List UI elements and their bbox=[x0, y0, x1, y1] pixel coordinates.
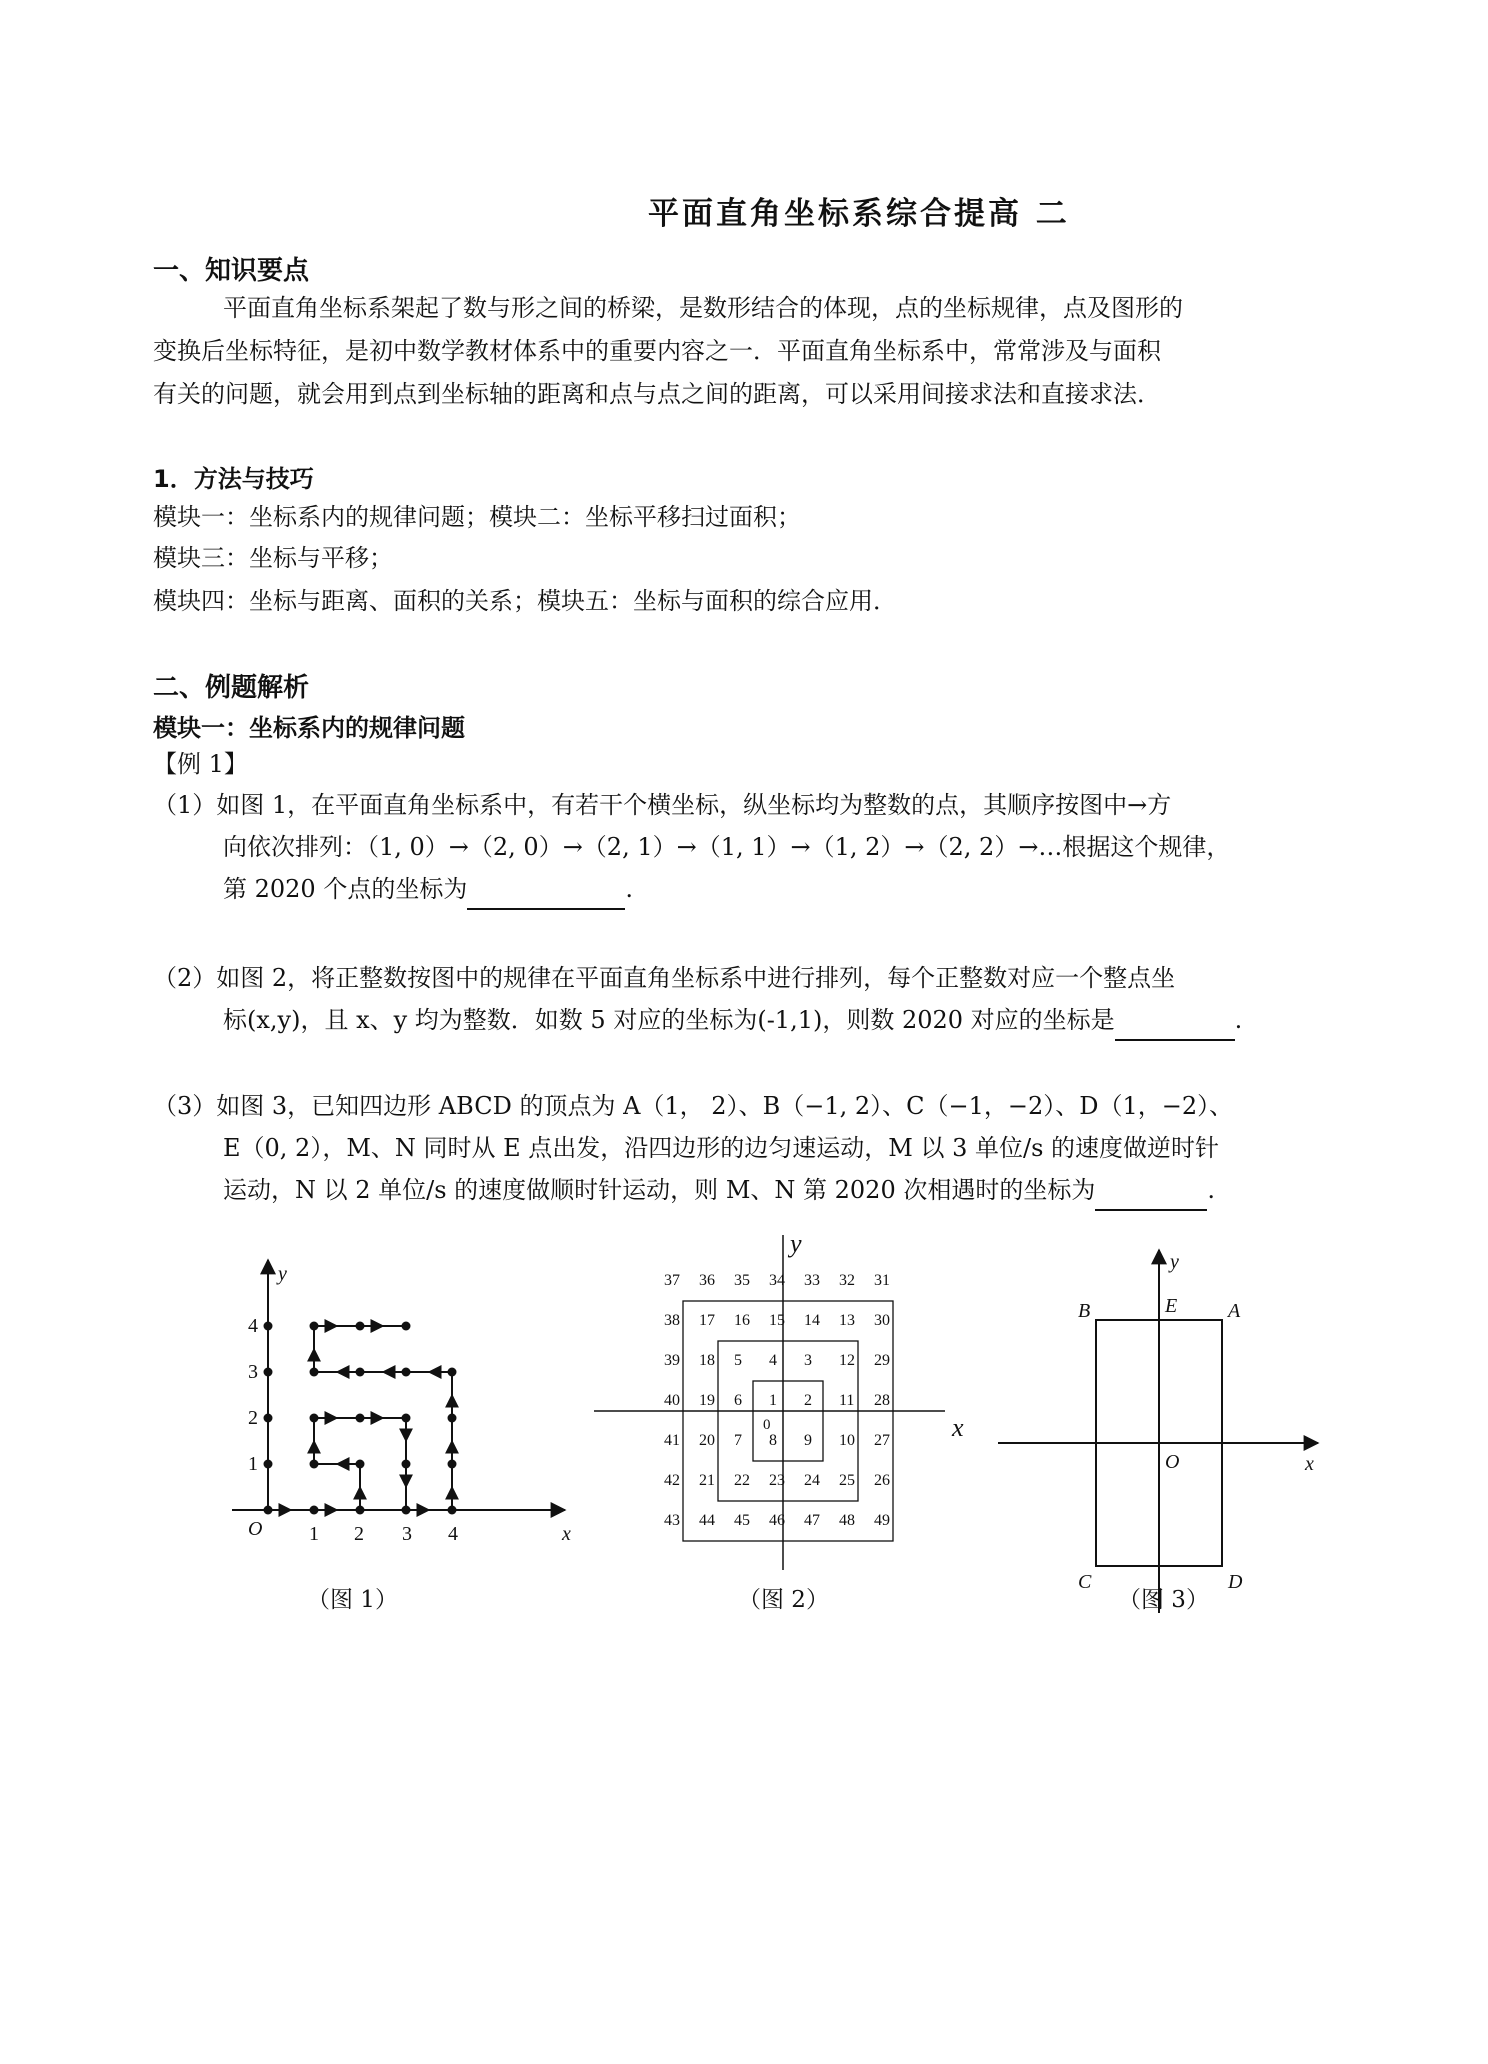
fig2-number: 33 bbox=[804, 1272, 820, 1289]
figure-2 bbox=[594, 1229, 964, 1570]
fig2-caption: （图 2） bbox=[738, 1587, 829, 1613]
fig1-xtick-2: 2 bbox=[354, 1523, 364, 1545]
fig2-number: 26 bbox=[874, 1472, 890, 1489]
fig1-lattice-point bbox=[448, 1506, 457, 1515]
fig2-number: 39 bbox=[664, 1352, 680, 1369]
fig2-number: 3 bbox=[804, 1352, 812, 1369]
fig1-lattice-point bbox=[448, 1460, 457, 1469]
fig1-ytick-3: 3 bbox=[248, 1361, 258, 1383]
fig1-ytick-4: 4 bbox=[248, 1315, 258, 1337]
fig2-number: 37 bbox=[664, 1272, 680, 1289]
fig2-number: 42 bbox=[664, 1472, 680, 1489]
fig1-lattice-point bbox=[264, 1506, 273, 1515]
fig2-number: 5 bbox=[734, 1352, 742, 1369]
fig2-number: 48 bbox=[839, 1512, 855, 1529]
fig2-number: 41 bbox=[664, 1432, 680, 1449]
intro-line-1: 平面直角坐标系架起了数与形之间的桥梁，是数形结合的体现，点的坐标规律，点及图形的 bbox=[223, 294, 1183, 322]
fig2-x-label: x bbox=[952, 1413, 964, 1442]
fig2-number: 45 bbox=[734, 1512, 750, 1529]
q1-line-1: （1）如图 1，在平面直角坐标系中，有若干个横坐标，纵坐标均为整数的点，其顺序按图中→方 bbox=[153, 791, 1172, 819]
fig2-number: 15 bbox=[769, 1312, 785, 1329]
q2-line-1: （2）如图 2，将正整数按图中的规律在平面直角坐标系中进行排列，每个正整数对应一个整点坐 bbox=[153, 964, 1176, 992]
fig2-number: 49 bbox=[874, 1512, 890, 1529]
fig3-x-label: x bbox=[1305, 1453, 1314, 1475]
module-line-1: 模块一：坐标系内的规律问题；模块二：坐标平移扫过面积； bbox=[153, 503, 801, 531]
fig3-caption: （图 3） bbox=[1118, 1587, 1209, 1613]
fig1-xtick-3: 3 bbox=[402, 1523, 412, 1545]
fig1-lattice-point bbox=[356, 1414, 365, 1423]
fig2-zero-label: 0 bbox=[763, 1417, 771, 1433]
fig1-lattice-point bbox=[448, 1414, 457, 1423]
fig1-lattice-point bbox=[310, 1460, 319, 1469]
fig3-origin-label: O bbox=[1165, 1451, 1180, 1473]
fig3-label-A: A bbox=[1228, 1300, 1241, 1322]
fig3-y-label: y bbox=[1170, 1251, 1179, 1273]
fig1-lattice-point bbox=[356, 1322, 365, 1331]
fig1-xtick-4: 4 bbox=[448, 1523, 458, 1545]
fig2-number: 43 bbox=[664, 1512, 680, 1529]
module1-heading: 模块一：坐标系内的规律问题 bbox=[153, 714, 465, 742]
fig2-number: 23 bbox=[769, 1472, 785, 1489]
fig3-label-B: B bbox=[1078, 1300, 1091, 1322]
fig1-lattice-point bbox=[264, 1414, 273, 1423]
fig1-lattice-point bbox=[402, 1322, 411, 1331]
fig2-number: 13 bbox=[839, 1312, 855, 1329]
q3-line-2: E（0, 2），M、N 同时从 E 点出发，沿四边形的边匀速运动，M 以 3 单位/s 的速度做逆时针 bbox=[223, 1134, 1220, 1162]
fig2-number: 17 bbox=[699, 1312, 715, 1329]
fig2-number: 29 bbox=[874, 1352, 890, 1369]
fig2-number: 21 bbox=[699, 1472, 715, 1489]
fig1-lattice-point bbox=[310, 1322, 319, 1331]
fig2-number: 1 bbox=[769, 1392, 777, 1409]
fig1-lattice-point bbox=[310, 1368, 319, 1377]
fig2-number: 18 bbox=[699, 1352, 715, 1369]
fig2-number: 9 bbox=[804, 1432, 812, 1449]
module-line-2: 模块三：坐标与平移； bbox=[153, 544, 393, 572]
fig2-number: 35 bbox=[734, 1272, 750, 1289]
fig2-number: 30 bbox=[874, 1312, 890, 1329]
fig1-lattice-point bbox=[356, 1506, 365, 1515]
q3-line-1: （3）如图 3，已知四边形 ABCD 的顶点为 A（1， 2）、B（−1, 2）、C（−1，−2）、D（1，−2）、 bbox=[153, 1092, 1234, 1120]
fig2-number: 7 bbox=[734, 1432, 742, 1449]
fig2-number: 22 bbox=[734, 1472, 750, 1489]
fig2-number: 31 bbox=[874, 1272, 890, 1289]
fig1-lattice-point bbox=[448, 1368, 457, 1377]
fig3-label-E: E bbox=[1165, 1295, 1178, 1317]
method-heading: 1．方法与技巧 bbox=[153, 465, 314, 493]
fig2-number: 36 bbox=[699, 1272, 715, 1289]
fig1-ytick-1: 1 bbox=[248, 1453, 258, 1475]
fig2-number: 20 bbox=[699, 1432, 715, 1449]
fig2-number: 32 bbox=[839, 1272, 855, 1289]
fig1-origin-label: O bbox=[248, 1518, 263, 1540]
page-title: 平面直角坐标系综合提高 二 bbox=[648, 196, 1070, 232]
fig1-lattice-point bbox=[402, 1368, 411, 1377]
fig2-number: 4 bbox=[769, 1352, 777, 1369]
fig1-lattice-point bbox=[310, 1506, 319, 1515]
example-label: 【例 1】 bbox=[153, 750, 248, 778]
fig1-y-label: y bbox=[278, 1263, 287, 1285]
intro-line-2: 变换后坐标特征，是初中数学教材体系中的重要内容之一．平面直角坐标系中，常常涉及与面积 bbox=[153, 337, 1161, 365]
fig2-y-label: y bbox=[790, 1229, 802, 1258]
fig1-lattice-point bbox=[402, 1506, 411, 1515]
module-line-3: 模块四：坐标与距离、面积的关系；模块五：坐标与面积的综合应用． bbox=[153, 587, 897, 615]
fig2-number: 8 bbox=[769, 1432, 777, 1449]
fig2-number: 16 bbox=[734, 1312, 750, 1329]
q2-line-2: 标(x,y)，且 x、y 均为整数．如数 5 对应的坐标为(-1,1)，则数 2020 对应的坐标是 . bbox=[223, 999, 1242, 1041]
fig1-lattice-point bbox=[310, 1414, 319, 1423]
fig1-x-label: x bbox=[562, 1523, 571, 1545]
q1-line-2: 向依次排列：（1, 0）→（2, 0）→（2, 1）→（1, 1）→（1, 2）→（2, 2）→…根据这个规律， bbox=[223, 833, 1231, 861]
fig2-number: 11 bbox=[839, 1392, 855, 1409]
section-heading-knowledge: 一、知识要点 bbox=[153, 256, 310, 286]
fig2-number: 12 bbox=[839, 1352, 855, 1369]
fig1-lattice-point bbox=[264, 1368, 273, 1377]
fig2-number: 44 bbox=[699, 1512, 715, 1529]
fig1-lattice-point bbox=[356, 1368, 365, 1377]
fig1-lattice-point bbox=[264, 1460, 273, 1469]
fig2-ring bbox=[683, 1301, 893, 1541]
fig2-number: 40 bbox=[664, 1392, 680, 1409]
fig2-number: 34 bbox=[769, 1272, 785, 1289]
fig2-number: 25 bbox=[839, 1472, 855, 1489]
fig1-lattice-point bbox=[402, 1460, 411, 1469]
fig1-ytick-2: 2 bbox=[248, 1407, 258, 1429]
fig2-number: 27 bbox=[874, 1432, 890, 1449]
q3-line-3: 运动，N 以 2 单位/s 的速度做顺时针运动，则 M、N 第 2020 次相遇时的坐标为 . bbox=[223, 1169, 1215, 1211]
figure-1 bbox=[232, 1260, 571, 1545]
q1-line-3: 第 2020 个点的坐标为 . bbox=[223, 868, 633, 910]
fig1-caption: （图 1） bbox=[307, 1587, 398, 1613]
intro-line-3: 有关的问题，就会用到点到坐标轴的距离和点与点之间的距离，可以采用间接求法和直接求法． bbox=[153, 380, 1161, 408]
fig1-xtick-1: 1 bbox=[309, 1523, 319, 1545]
fig2-number: 2 bbox=[804, 1392, 812, 1409]
fig3-label-D: D bbox=[1228, 1571, 1243, 1593]
fig2-number: 47 bbox=[804, 1512, 820, 1529]
fig3-label-C: C bbox=[1078, 1571, 1092, 1593]
fig2-number: 19 bbox=[699, 1392, 715, 1409]
fig1-lattice-point bbox=[356, 1460, 365, 1469]
fig2-number: 24 bbox=[804, 1472, 820, 1489]
section-heading-examples: 二、例题解析 bbox=[153, 673, 310, 703]
fig2-number: 10 bbox=[839, 1432, 855, 1449]
fig1-lattice-point bbox=[264, 1322, 273, 1331]
fig2-number: 6 bbox=[734, 1392, 742, 1409]
fig2-number: 46 bbox=[769, 1512, 785, 1529]
fig2-number: 38 bbox=[664, 1312, 680, 1329]
figure-3 bbox=[998, 1250, 1318, 1613]
fig2-number: 14 bbox=[804, 1312, 820, 1329]
fig2-number: 28 bbox=[874, 1392, 890, 1409]
fig1-lattice-point bbox=[402, 1414, 411, 1423]
